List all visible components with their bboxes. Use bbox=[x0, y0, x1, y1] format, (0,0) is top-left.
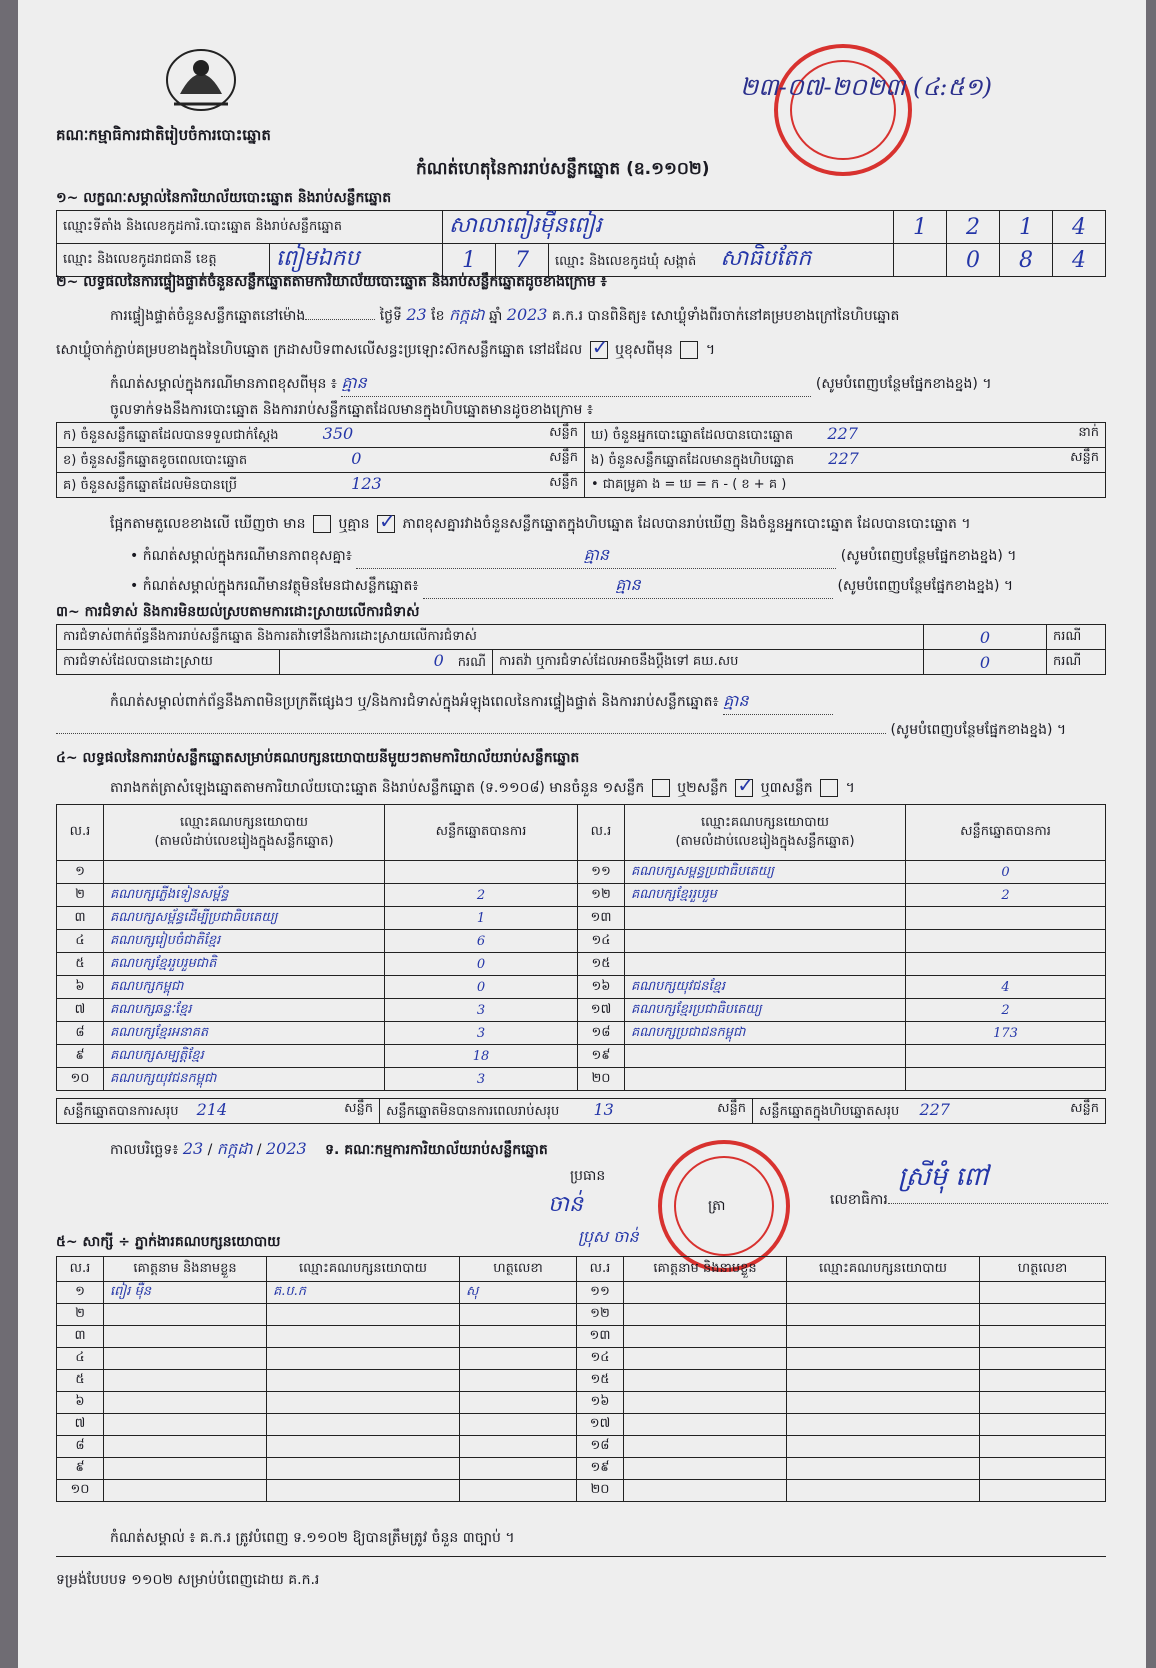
witness-cell: ១៦ bbox=[577, 1392, 624, 1414]
witness-cell bbox=[787, 1348, 980, 1370]
witness-cell bbox=[980, 1304, 1106, 1326]
signature-date: កាលបរិច្ឆេទ៖ 23 / កក្កដា / 2023 ទ. គណៈកម្មការការិយាល័យរាប់សន្លឹកឆ្នោត bbox=[110, 1139, 548, 1158]
witness-cell: សុ bbox=[460, 1282, 577, 1304]
different-checkbox[interactable] bbox=[680, 341, 698, 359]
result-cell: ៤ bbox=[57, 930, 104, 953]
result-cell: គណបក្សឆន្ទៈខ្មែរ bbox=[104, 999, 385, 1022]
witness-cell bbox=[980, 1458, 1106, 1480]
one-sheet-checkbox[interactable] bbox=[652, 779, 670, 797]
witness-cell bbox=[624, 1414, 787, 1436]
witness-cell bbox=[980, 1348, 1106, 1370]
form-footer: ទម្រង់បែបបទ ១១០២ សម្រាប់បំពេញដោយ គ.ក.រ bbox=[56, 1572, 320, 1588]
result-cell: គណបក្សខ្មែររួបរួមជាតិ bbox=[104, 953, 385, 976]
result-cell: គណបក្សកម្ពុជា bbox=[104, 976, 385, 999]
witness-cell: ៥ bbox=[57, 1370, 104, 1392]
table-row bbox=[57, 1480, 1106, 1502]
result-cell: គណបក្សយុវជនខ្មែរ bbox=[625, 976, 906, 999]
has-difference-checkbox[interactable] bbox=[313, 515, 331, 533]
code-digit: 1 bbox=[894, 211, 947, 244]
code-digit: 7 bbox=[496, 244, 549, 277]
witness-cell bbox=[104, 1480, 267, 1502]
witness-cell bbox=[267, 1304, 460, 1326]
witness-cell bbox=[267, 1480, 460, 1502]
code-digit: 0 bbox=[947, 244, 1000, 277]
section3-heading: ៣~ ការជំទាស់ និងការមិនយល់ស្របតាមការដោះស្រាយលើការជំទាស់ bbox=[56, 604, 420, 620]
same-checkbox[interactable] bbox=[590, 341, 608, 359]
result-cell: ១៩ bbox=[578, 1045, 625, 1068]
witness-cell bbox=[104, 1304, 267, 1326]
document-sheet bbox=[18, 0, 1146, 1668]
witness-cell bbox=[460, 1480, 577, 1502]
section5-heading: ៥~ សាក្សី ÷ ភ្នាក់ងារគណបក្សនយោបាយ bbox=[56, 1234, 281, 1250]
note3: • កំណត់សម្គាល់ក្នុងករណីមានវត្ថុមិនមែនជាសន្លឹកឆ្នោត៖ គ្មាន (សូមបំពេញបន្ថែមផ្នែកខាងខ្នង) ។ bbox=[130, 574, 1013, 599]
witness-cell bbox=[624, 1392, 787, 1414]
table-row bbox=[57, 861, 1106, 884]
witness-cell: ១៣ bbox=[577, 1326, 624, 1348]
witness-cell bbox=[104, 1392, 267, 1414]
witness-cell bbox=[624, 1480, 787, 1502]
result-cell: 6 bbox=[385, 930, 578, 953]
witness-cell bbox=[624, 1348, 787, 1370]
witness-cell: ២ bbox=[57, 1304, 104, 1326]
result-cell: ១៦ bbox=[578, 976, 625, 999]
secretary-signature: ស្រីមុំ ពៅ bbox=[898, 1162, 989, 1192]
witness-cell bbox=[104, 1414, 267, 1436]
witness-cell bbox=[787, 1326, 980, 1348]
table-row bbox=[57, 1348, 1106, 1370]
witness-cell: ៦ bbox=[57, 1392, 104, 1414]
result-cell: ១ bbox=[57, 861, 104, 884]
witness-cell bbox=[624, 1326, 787, 1348]
table-row bbox=[57, 1304, 1106, 1326]
s1-row1-value: សាលាពៀរម៉ឺនពៀរ bbox=[443, 211, 894, 244]
witness-cell: ១០ bbox=[57, 1480, 104, 1502]
result-cell bbox=[385, 861, 578, 884]
witness-cell: ១៨ bbox=[577, 1436, 624, 1458]
table-row bbox=[57, 1326, 1106, 1348]
witness-cell bbox=[104, 1458, 267, 1480]
result-cell: ១៥ bbox=[578, 953, 625, 976]
result-cell: ៧ bbox=[57, 999, 104, 1022]
witness-cell: ១៧ bbox=[577, 1414, 624, 1436]
result-cell bbox=[625, 1068, 906, 1091]
code-digit: 1 bbox=[443, 244, 496, 277]
witness-cell bbox=[460, 1414, 577, 1436]
witness-cell bbox=[624, 1304, 787, 1326]
section1-table bbox=[56, 210, 1106, 277]
result-cell: 2 bbox=[906, 999, 1106, 1022]
witness-cell bbox=[460, 1436, 577, 1458]
result-cell: ៥ bbox=[57, 953, 104, 976]
witness-cell bbox=[624, 1282, 787, 1304]
result-cell bbox=[906, 1045, 1106, 1068]
section3-note-line2: (សូមបំពេញបន្ថែមផ្នែកខាងខ្នង) ។ bbox=[56, 720, 1066, 741]
result-cell: ១៣ bbox=[578, 907, 625, 930]
witness-cell bbox=[787, 1392, 980, 1414]
s1-row2-value: ពៀមឯកប bbox=[270, 244, 443, 277]
result-cell bbox=[906, 930, 1106, 953]
witness-cell bbox=[787, 1436, 980, 1458]
table-row bbox=[57, 930, 1106, 953]
section3-note: កំណត់សម្គាល់ពាក់ព័ន្ធនឹងភាពមិនប្រក្រតីផ្សេងៗ ឬ/និងការជំទាស់ក្នុងអំឡុងពេលនៃការផ្ទៀងផ្ទាត់ និងការរាប់សន្លឹកឆ្នោត៖ គ្មាន bbox=[110, 690, 833, 715]
code-digit: 8 bbox=[1000, 244, 1053, 277]
result-cell: ២០ bbox=[578, 1068, 625, 1091]
witness-cell bbox=[624, 1458, 787, 1480]
table-row bbox=[57, 884, 1106, 907]
result-cell: គណបក្សយុវជនកម្ពុជា bbox=[104, 1068, 385, 1091]
result-cell: គណបក្សខ្មែរប្រជាធិបតេយ្យ bbox=[625, 999, 906, 1022]
witness-table: ល.រ គោត្តនាម និងនាមខ្លួន ឈ្មោះគណបក្សនយោបាយ ហត្ថលេខា ល.រ គោត្តនាម និងនាមខ្លួន ឈ្មោះគណបក្សនយោបាយ ហត្ថលេខា ១ ពៀរ ម៉ឺន គ.ប.ក សុ ១១ ២ ១២ ៣ ១៣ ៤ ១៤ ៥ ១៥ ៦ ១៦ ៧ ១៧ ៨ ១៨ ៩ ១៩ ១០ ២០ bbox=[56, 1256, 1106, 1502]
witness-cell: ១១ bbox=[577, 1282, 624, 1304]
stamp-date-handwriting: ២៣-០៧-២០២៣ (៤:៥១) bbox=[740, 73, 992, 101]
witness-cell bbox=[980, 1480, 1106, 1502]
witness-cell bbox=[624, 1436, 787, 1458]
result-cell: ៦ bbox=[57, 976, 104, 999]
result-cell: 0 bbox=[906, 861, 1106, 884]
table-row bbox=[57, 976, 1106, 999]
witness-cell: ៨ bbox=[57, 1436, 104, 1458]
code-digit: 1 bbox=[1000, 211, 1053, 244]
national-emblem bbox=[160, 44, 242, 116]
witness-cell bbox=[460, 1348, 577, 1370]
verify-line2: សោឃ្លុំចាក់ភ្ជាប់គម្របខាងក្នុងនៃហិបឆ្នោត ក្រដាសបិទពាសលើសន្ធះប្រឡោះស៊កសន្លឹកឆ្នោត នៅដដែល ✓ ឬខុសពីមុន ។ bbox=[56, 340, 715, 361]
result-cell: ១២ bbox=[578, 884, 625, 907]
witness-cell: ៣ bbox=[57, 1326, 104, 1348]
witness-cell: ៧ bbox=[57, 1414, 104, 1436]
witness-cell bbox=[787, 1480, 980, 1502]
stamp-label: ត្រា bbox=[708, 1198, 726, 1214]
code-digit: 4 bbox=[1053, 244, 1106, 277]
result-cell: ៩ bbox=[57, 1045, 104, 1068]
table-row bbox=[57, 1282, 1106, 1304]
result-cell: គណបក្សសម្បត្តិខ្មែរ bbox=[104, 1045, 385, 1068]
result-cell: ១៤ bbox=[578, 930, 625, 953]
witness-cell bbox=[267, 1392, 460, 1414]
witness-cell bbox=[104, 1370, 267, 1392]
table-row bbox=[57, 1370, 1106, 1392]
result-cell: 173 bbox=[906, 1022, 1106, 1045]
no-difference-checkbox[interactable] bbox=[377, 515, 395, 533]
section5-note: កំណត់សម្គាល់ ៖ គ.ក.រ ត្រូវបំពេញ ទ.១១០២ ឱ្យបានត្រឹមត្រូវ ចំនួន ៣ច្បាប់ ។ bbox=[110, 1530, 515, 1546]
compare-line: ផ្អែកតាមតួលេខខាងលើ ឃើញថា មាន ឬគ្មាន ✓ ភាពខុសគ្នារវាងចំនួនសន្លឹកឆ្នោតក្នុងហិបឆ្នោត ដែលបានរាប់ឃើញ និងចំនួនអ្នកបោះឆ្នោត ដែលបានបោះឆ្នោត ។ bbox=[110, 514, 971, 535]
witness-cell bbox=[980, 1282, 1106, 1304]
witness-cell bbox=[980, 1392, 1106, 1414]
witness-cell bbox=[787, 1282, 980, 1304]
result-cell: គណបក្សខ្មែរអនាគត bbox=[104, 1022, 385, 1045]
table-row bbox=[57, 1436, 1106, 1458]
table-row bbox=[57, 1458, 1106, 1480]
s1-row2-label2: ឈ្មោះ និងលេខកូដឃុំ សង្កាត់ សាធិបតែក bbox=[549, 244, 894, 277]
result-cell: គណបក្សភ្លើងទៀនសម្ព័ន្ធ bbox=[104, 884, 385, 907]
witness-cell bbox=[980, 1414, 1106, 1436]
section4-heading: ៤~ លទ្ធផលនៃការរាប់សន្លឹកឆ្នោតសម្រាប់គណបក្សនយោបាយនីមួយៗតាមការិយាល័យរាប់សន្លឹកឆ្នោត bbox=[56, 750, 580, 766]
witness-cell bbox=[980, 1436, 1106, 1458]
section1-heading: ១~ លក្ខណៈសម្គាល់នៃការិយាល័យបោះឆ្នោត និងរាប់សន្លឹកឆ្នោត bbox=[56, 190, 392, 206]
result-cell bbox=[906, 1068, 1106, 1091]
result-cell: គណបក្សសម្ពន្ធប្រជាធិបតេយ្យ bbox=[625, 861, 906, 884]
witness-cell bbox=[104, 1348, 267, 1370]
witness-cell bbox=[980, 1370, 1106, 1392]
witness-cell bbox=[267, 1348, 460, 1370]
note2: • កំណត់សម្គាល់ក្នុងករណីមានភាពខុសគ្នា៖ គ្មាន (សូមបំពេញបន្ថែមផ្នែកខាងខ្នង) ។ bbox=[130, 544, 1016, 569]
result-cell: ៣ bbox=[57, 907, 104, 930]
result-cell bbox=[906, 907, 1106, 930]
result-cell: 4 bbox=[906, 976, 1106, 999]
table-row bbox=[57, 1414, 1106, 1436]
objection-table: ការជំទាស់ពាក់ព័ន្ធនឹងការរាប់សន្លឹកឆ្នោត និងការតវ៉ាទៅនឹងការដោះស្រាយលើការជំទាស់ 0 ករណី ការជំទាស់ដែលបានដោះស្រាយ 0 ករណី ការតវ៉ា ឬការជំទាស់ដែលអាចនឹងប្តឹងទៅ គឃ.សប 0 ករណី bbox=[56, 624, 1106, 675]
result-cell bbox=[625, 1045, 906, 1068]
witness-cell: ៩ bbox=[57, 1458, 104, 1480]
code-digit: 4 bbox=[1053, 211, 1106, 244]
witness-cell bbox=[267, 1414, 460, 1436]
code-digit: 2 bbox=[947, 211, 1000, 244]
witness-cell bbox=[460, 1304, 577, 1326]
footer-divider bbox=[56, 1556, 1106, 1557]
witness-cell bbox=[267, 1436, 460, 1458]
witness-cell bbox=[104, 1436, 267, 1458]
witness-cell bbox=[787, 1304, 980, 1326]
witness-cell: ១៥ bbox=[577, 1370, 624, 1392]
result-cell: ៨ bbox=[57, 1022, 104, 1045]
witness-cell: ២០ bbox=[577, 1480, 624, 1502]
chair-label: ប្រធាន bbox=[570, 1168, 606, 1184]
witness-cell bbox=[787, 1458, 980, 1480]
org-name: គណៈកម្មាធិការជាតិរៀបចំការបោះឆ្នោត bbox=[56, 126, 271, 144]
secretary-label: លេខាធិការ bbox=[830, 1190, 1108, 1211]
result-cell: 2 bbox=[385, 884, 578, 907]
result-cell: 3 bbox=[385, 1068, 578, 1091]
chair-name: ប្រុស ចាន់ bbox=[578, 1227, 639, 1246]
result-cell bbox=[625, 930, 906, 953]
table-row bbox=[57, 953, 1106, 976]
witness-cell bbox=[460, 1326, 577, 1348]
witness-cell bbox=[980, 1326, 1106, 1348]
note1: កំណត់សម្គាល់ក្នុងករណីមានភាពខុសពីមុន ៖ គ្មាន (សូមបំពេញបន្ថែមផ្នែកខាងខ្នង) ។ bbox=[110, 372, 992, 397]
results-table: ល.រ ឈ្មោះគណបក្សនយោបាយ (តាមលំដាប់លេខរៀងក្នុងសន្លឹកឆ្នោត) សន្លឹកឆ្នោតបានការ ល.រ ឈ្មោះគណបក្សនយោបាយ (តាមលំដាប់លេខរៀងក្នុងសន្លឹកឆ្នោត) សន្លឹកឆ្នោតបានការ ១ ១១ គណបក្សសម្ពន្ធប្រជាធិបតេយ្យ 0 ២ គណបក្សភ្លើងទៀនសម្ព័ន្ធ 2 ១២ គណបក្សខ្មែររួបរួម 2 ៣ គណបក្សសម្ព័ន្ធដើម្បីប្រជាធិបតេយ្យ 1 ១៣ ៤ គណបក្សរៀបចំជាតិខ្មែរ 6 ១៤ ៥ គណបក្សខ្មែររួបរួមជាតិ 0 ១៥ ៦ គណបក្សកម្ពុជា 0 ១៦ គណបក្សយុវជនខ្មែរ 4 ៧ គណបក្សឆន្ទៈខ្មែរ 3 ១៧ គណបក្សខ្មែរប្រជាធិបតេយ្យ 2 ៨ គណបក្សខ្មែរអនាគត 3 ១៨ គណបក្សប្រជាជនកម្ពុជា 173 ៩ គណបក្សសម្បត្តិខ្មែរ 18 ១៩ ១០ គណបក្សយុវជនកម្ពុជា 3 ២០ bbox=[56, 804, 1106, 1091]
witness-cell: ពៀរ ម៉ឺន bbox=[104, 1282, 267, 1304]
result-cell: 0 bbox=[385, 976, 578, 999]
result-cell bbox=[906, 953, 1106, 976]
result-cell: 0 bbox=[385, 953, 578, 976]
witness-cell: ១៤ bbox=[577, 1348, 624, 1370]
section4-intro: តារាងកត់ត្រាសំឡេងឆ្នោតតាមការិយាល័យបោះឆ្នោត និងរាប់សន្លឹកឆ្នោត (ទ.១១០៨) មានចំនួន ១សន្លឹក ឬ២សន្លឹក ✓ ឬ៣សន្លឹក ។ bbox=[110, 778, 855, 799]
witness-cell bbox=[460, 1370, 577, 1392]
result-cell: 3 bbox=[385, 999, 578, 1022]
result-cell: 18 bbox=[385, 1045, 578, 1068]
witness-cell: ១៩ bbox=[577, 1458, 624, 1480]
result-cell: 2 bbox=[906, 884, 1106, 907]
verify-line1: ការផ្ទៀងផ្ទាត់ចំនួនសន្លឹកឆ្នោតនៅម៉ោង ថ្ងៃទី 23 ខែ កក្កដា ឆ្នាំ 2023 គ.ក.រ បានពិនិត្យ៖ សោឃ្លុំទាំងពីរចាក់នៅគម្របខាងក្រៅនៃហិបឆ្នោត bbox=[110, 305, 900, 324]
witness-cell: ១ bbox=[57, 1282, 104, 1304]
official-stamp-top bbox=[774, 44, 912, 176]
section2-heading: ២~ លទ្ធផលនៃការផ្ទៀងផ្ទាត់ចំនួនសន្លឹកឆ្នោតតាមការិយាល័យបោះឆ្នោត និងរាប់សន្លឹកឆ្នោតដូចខាងក្រោម ៖ bbox=[56, 274, 607, 290]
witness-cell bbox=[624, 1370, 787, 1392]
three-sheet-checkbox[interactable] bbox=[820, 779, 838, 797]
result-cell: ១០ bbox=[57, 1068, 104, 1091]
witness-cell bbox=[460, 1458, 577, 1480]
witness-cell: ១២ bbox=[577, 1304, 624, 1326]
two-sheet-checkbox[interactable] bbox=[735, 779, 753, 797]
section2-intro: ចូលទាក់ទងនឹងការបោះឆ្នោត និងការរាប់សន្លឹកឆ្នោតដែលមានក្នុងហិបឆ្នោតមានដូចខាងក្រោម ៖ bbox=[110, 402, 594, 418]
result-cell: គណបក្សប្រជាជនកម្ពុជា bbox=[625, 1022, 906, 1045]
witness-cell bbox=[267, 1458, 460, 1480]
document-title: កំណត់ហេតុនៃការរាប់សន្លឹកឆ្នោត (ឧ.១១០២) bbox=[416, 159, 710, 179]
witness-cell: ៤ bbox=[57, 1348, 104, 1370]
table-row bbox=[57, 1068, 1106, 1091]
result-cell: គណបក្សសម្ព័ន្ធដើម្បីប្រជាធិបតេយ្យ bbox=[104, 907, 385, 930]
witness-cell bbox=[787, 1370, 980, 1392]
witness-cell bbox=[104, 1326, 267, 1348]
witness-cell bbox=[267, 1370, 460, 1392]
table-row bbox=[57, 1022, 1106, 1045]
table-row bbox=[57, 1392, 1106, 1414]
result-cell: ១៨ bbox=[578, 1022, 625, 1045]
witness-cell bbox=[267, 1326, 460, 1348]
result-cell: គណបក្សរៀបចំជាតិខ្មែរ bbox=[104, 930, 385, 953]
witness-cell bbox=[460, 1392, 577, 1414]
result-cell bbox=[625, 907, 906, 930]
result-cell bbox=[625, 953, 906, 976]
results-totals: សន្លឹកឆ្នោតបានការសរុប 214 សន្លឹក សន្លឹកឆ្នោតមិនបានការពេលរាប់សរុប 13 សន្លឹក សន្លឹកឆ្នោតក្នុងហិបឆ្នោតសរុប 227 សន្លឹក bbox=[56, 1098, 1106, 1124]
result-cell: 1 bbox=[385, 907, 578, 930]
s1-row2-label: ឈ្មោះ និងលេខកូដរាជធានី ខេត្ត bbox=[57, 244, 270, 277]
witness-cell: គ.ប.ក bbox=[267, 1282, 460, 1304]
s1-row1-label: ឈ្មោះទីតាំង និងលេខកូដការិ.បោះឆ្នោត និងរាប់សន្លឹកឆ្នោត bbox=[57, 211, 443, 244]
chair-signature: ចាន់ bbox=[548, 1192, 583, 1217]
result-cell: គណបក្សខ្មែររួបរួម bbox=[625, 884, 906, 907]
ballot-count-table: ក) ចំនួនសន្លឹកឆ្នោតដែលបានទទួលជាក់ស្តែង 350 សន្លឹក ឃ) ចំនួនអ្នកបោះឆ្នោតដែលបានបោះឆ្នោត 227 នាក់ ខ) ចំនួនសន្លឹកឆ្នោតខូចពេលបោះឆ្នោត 0 សន្លឹក ង) ចំនួនសន្លឹកឆ្នោតដែលមានក្នុងហិបឆ្នោត 227 សន្លឹក គ) ចំនួនសន្លឹកឆ្នោតដែលមិនបានប្រើ 123 សន្លឹក • ជាគម្រូគា ង = ឃ = ក - ( ខ + គ ) bbox=[56, 422, 1106, 498]
result-cell: 3 bbox=[385, 1022, 578, 1045]
result-cell bbox=[104, 861, 385, 884]
table-row bbox=[57, 1045, 1106, 1068]
result-cell: ១១ bbox=[578, 861, 625, 884]
table-row bbox=[57, 907, 1106, 930]
result-cell: ២ bbox=[57, 884, 104, 907]
witness-cell bbox=[787, 1414, 980, 1436]
table-row bbox=[57, 999, 1106, 1022]
result-cell: ១៧ bbox=[578, 999, 625, 1022]
